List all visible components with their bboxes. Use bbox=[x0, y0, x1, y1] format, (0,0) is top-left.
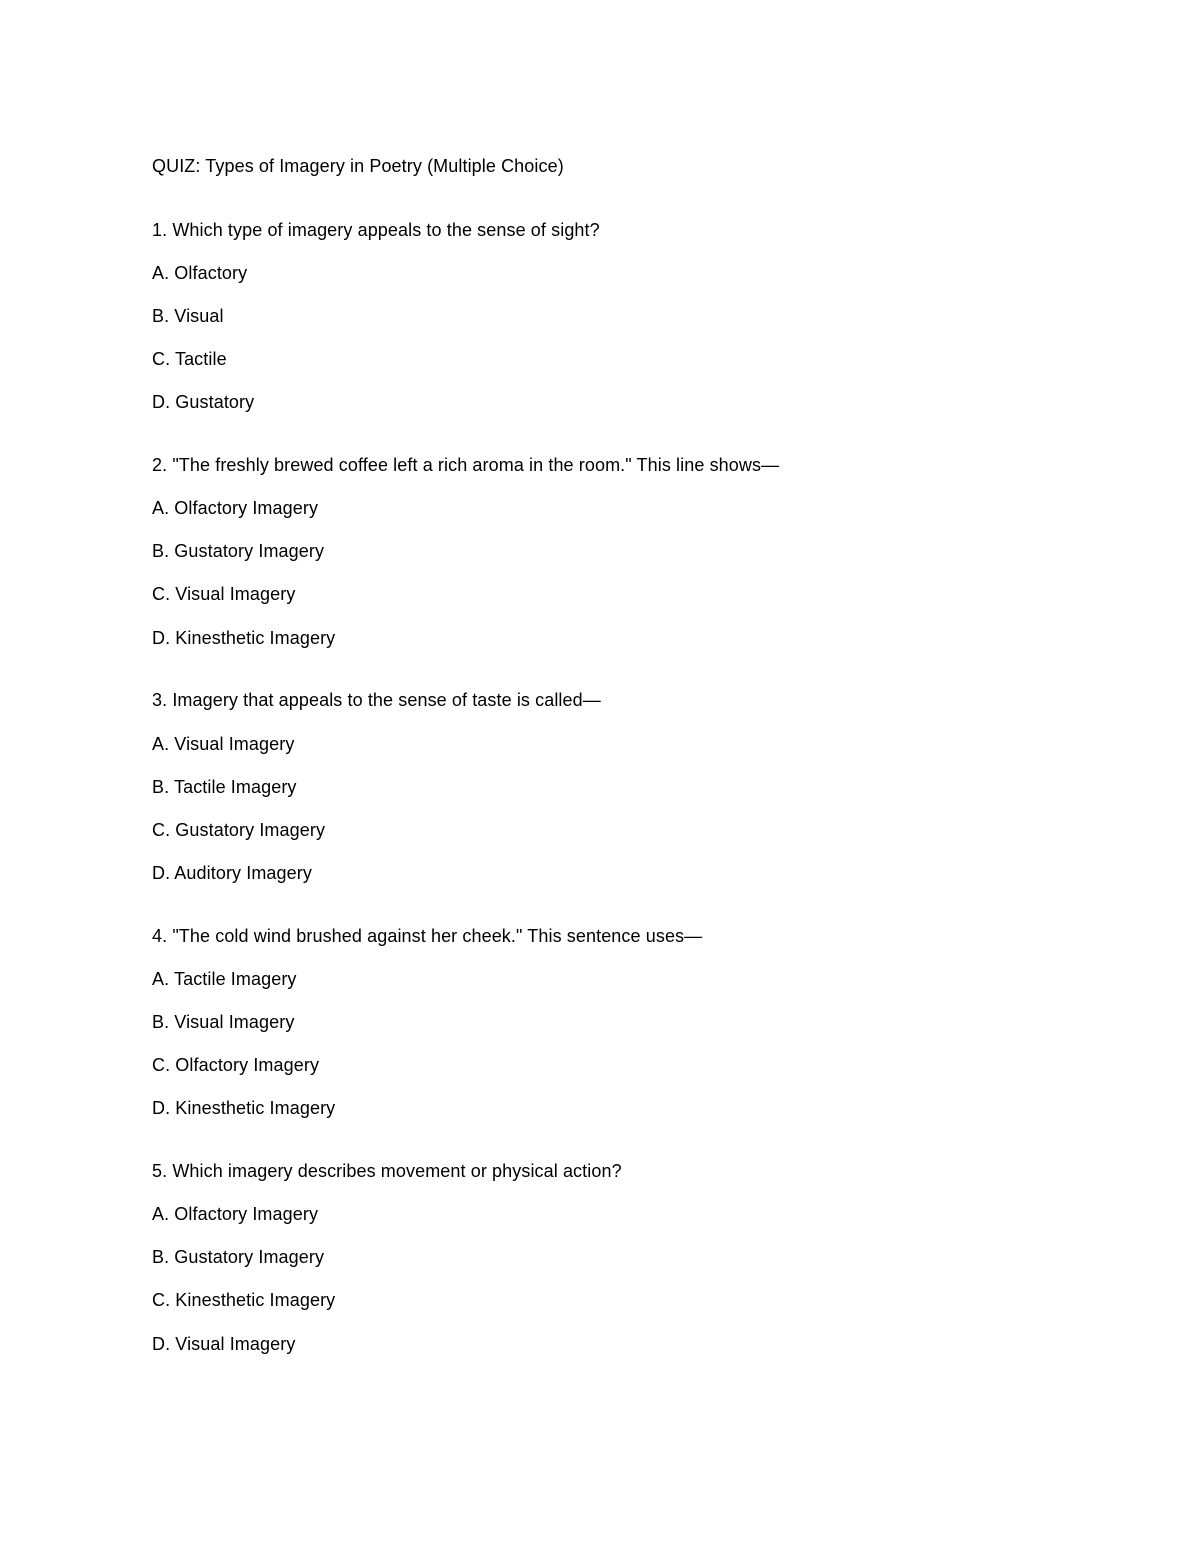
question-3-option-b: B. Tactile Imagery bbox=[152, 777, 297, 797]
question-3-option-c: C. Gustatory Imagery bbox=[152, 820, 326, 840]
quiz-title: QUIZ: Types of Imagery in Poetry (Multiple Choice) bbox=[152, 156, 564, 176]
question-3-option-a: A. Visual Imagery bbox=[152, 734, 295, 754]
question-2-option-c: C. Visual Imagery bbox=[152, 584, 296, 604]
question-3-option-d: D. Auditory Imagery bbox=[152, 863, 312, 883]
question-5-option-d: D. Visual Imagery bbox=[152, 1334, 296, 1354]
question-5-prompt: 5. Which imagery describes movement or physical action? bbox=[152, 1161, 622, 1181]
question-4-option-c: C. Olfactory Imagery bbox=[152, 1055, 320, 1075]
question-5-option-a: A. Olfactory Imagery bbox=[152, 1204, 319, 1224]
question-2-prompt: 2. "The freshly brewed coffee left a rich aroma in the room." This line shows— bbox=[152, 455, 780, 475]
question-5-option-c: C. Kinesthetic Imagery bbox=[152, 1290, 336, 1310]
question-5-option-b: B. Gustatory Imagery bbox=[152, 1247, 325, 1267]
question-4-option-b: B. Visual Imagery bbox=[152, 1012, 295, 1032]
question-2-option-a: A. Olfactory Imagery bbox=[152, 498, 319, 518]
question-1-prompt: 1. Which type of imagery appeals to the sense of sight? bbox=[152, 220, 600, 240]
question-1-option-d: D. Gustatory bbox=[152, 392, 255, 412]
question-1-option-a: A. Olfactory bbox=[152, 263, 248, 283]
question-1-option-b: B. Visual bbox=[152, 306, 224, 326]
question-4-option-a: A. Tactile Imagery bbox=[152, 969, 297, 989]
question-2-option-d: D. Kinesthetic Imagery bbox=[152, 628, 336, 648]
question-2-option-b: B. Gustatory Imagery bbox=[152, 541, 325, 561]
question-1-option-c: C. Tactile bbox=[152, 349, 227, 369]
question-4-option-d: D. Kinesthetic Imagery bbox=[152, 1098, 336, 1118]
question-4-prompt: 4. "The cold wind brushed against her cheek." This sentence uses— bbox=[152, 926, 703, 946]
question-3-prompt: 3. Imagery that appeals to the sense of taste is called— bbox=[152, 690, 601, 710]
